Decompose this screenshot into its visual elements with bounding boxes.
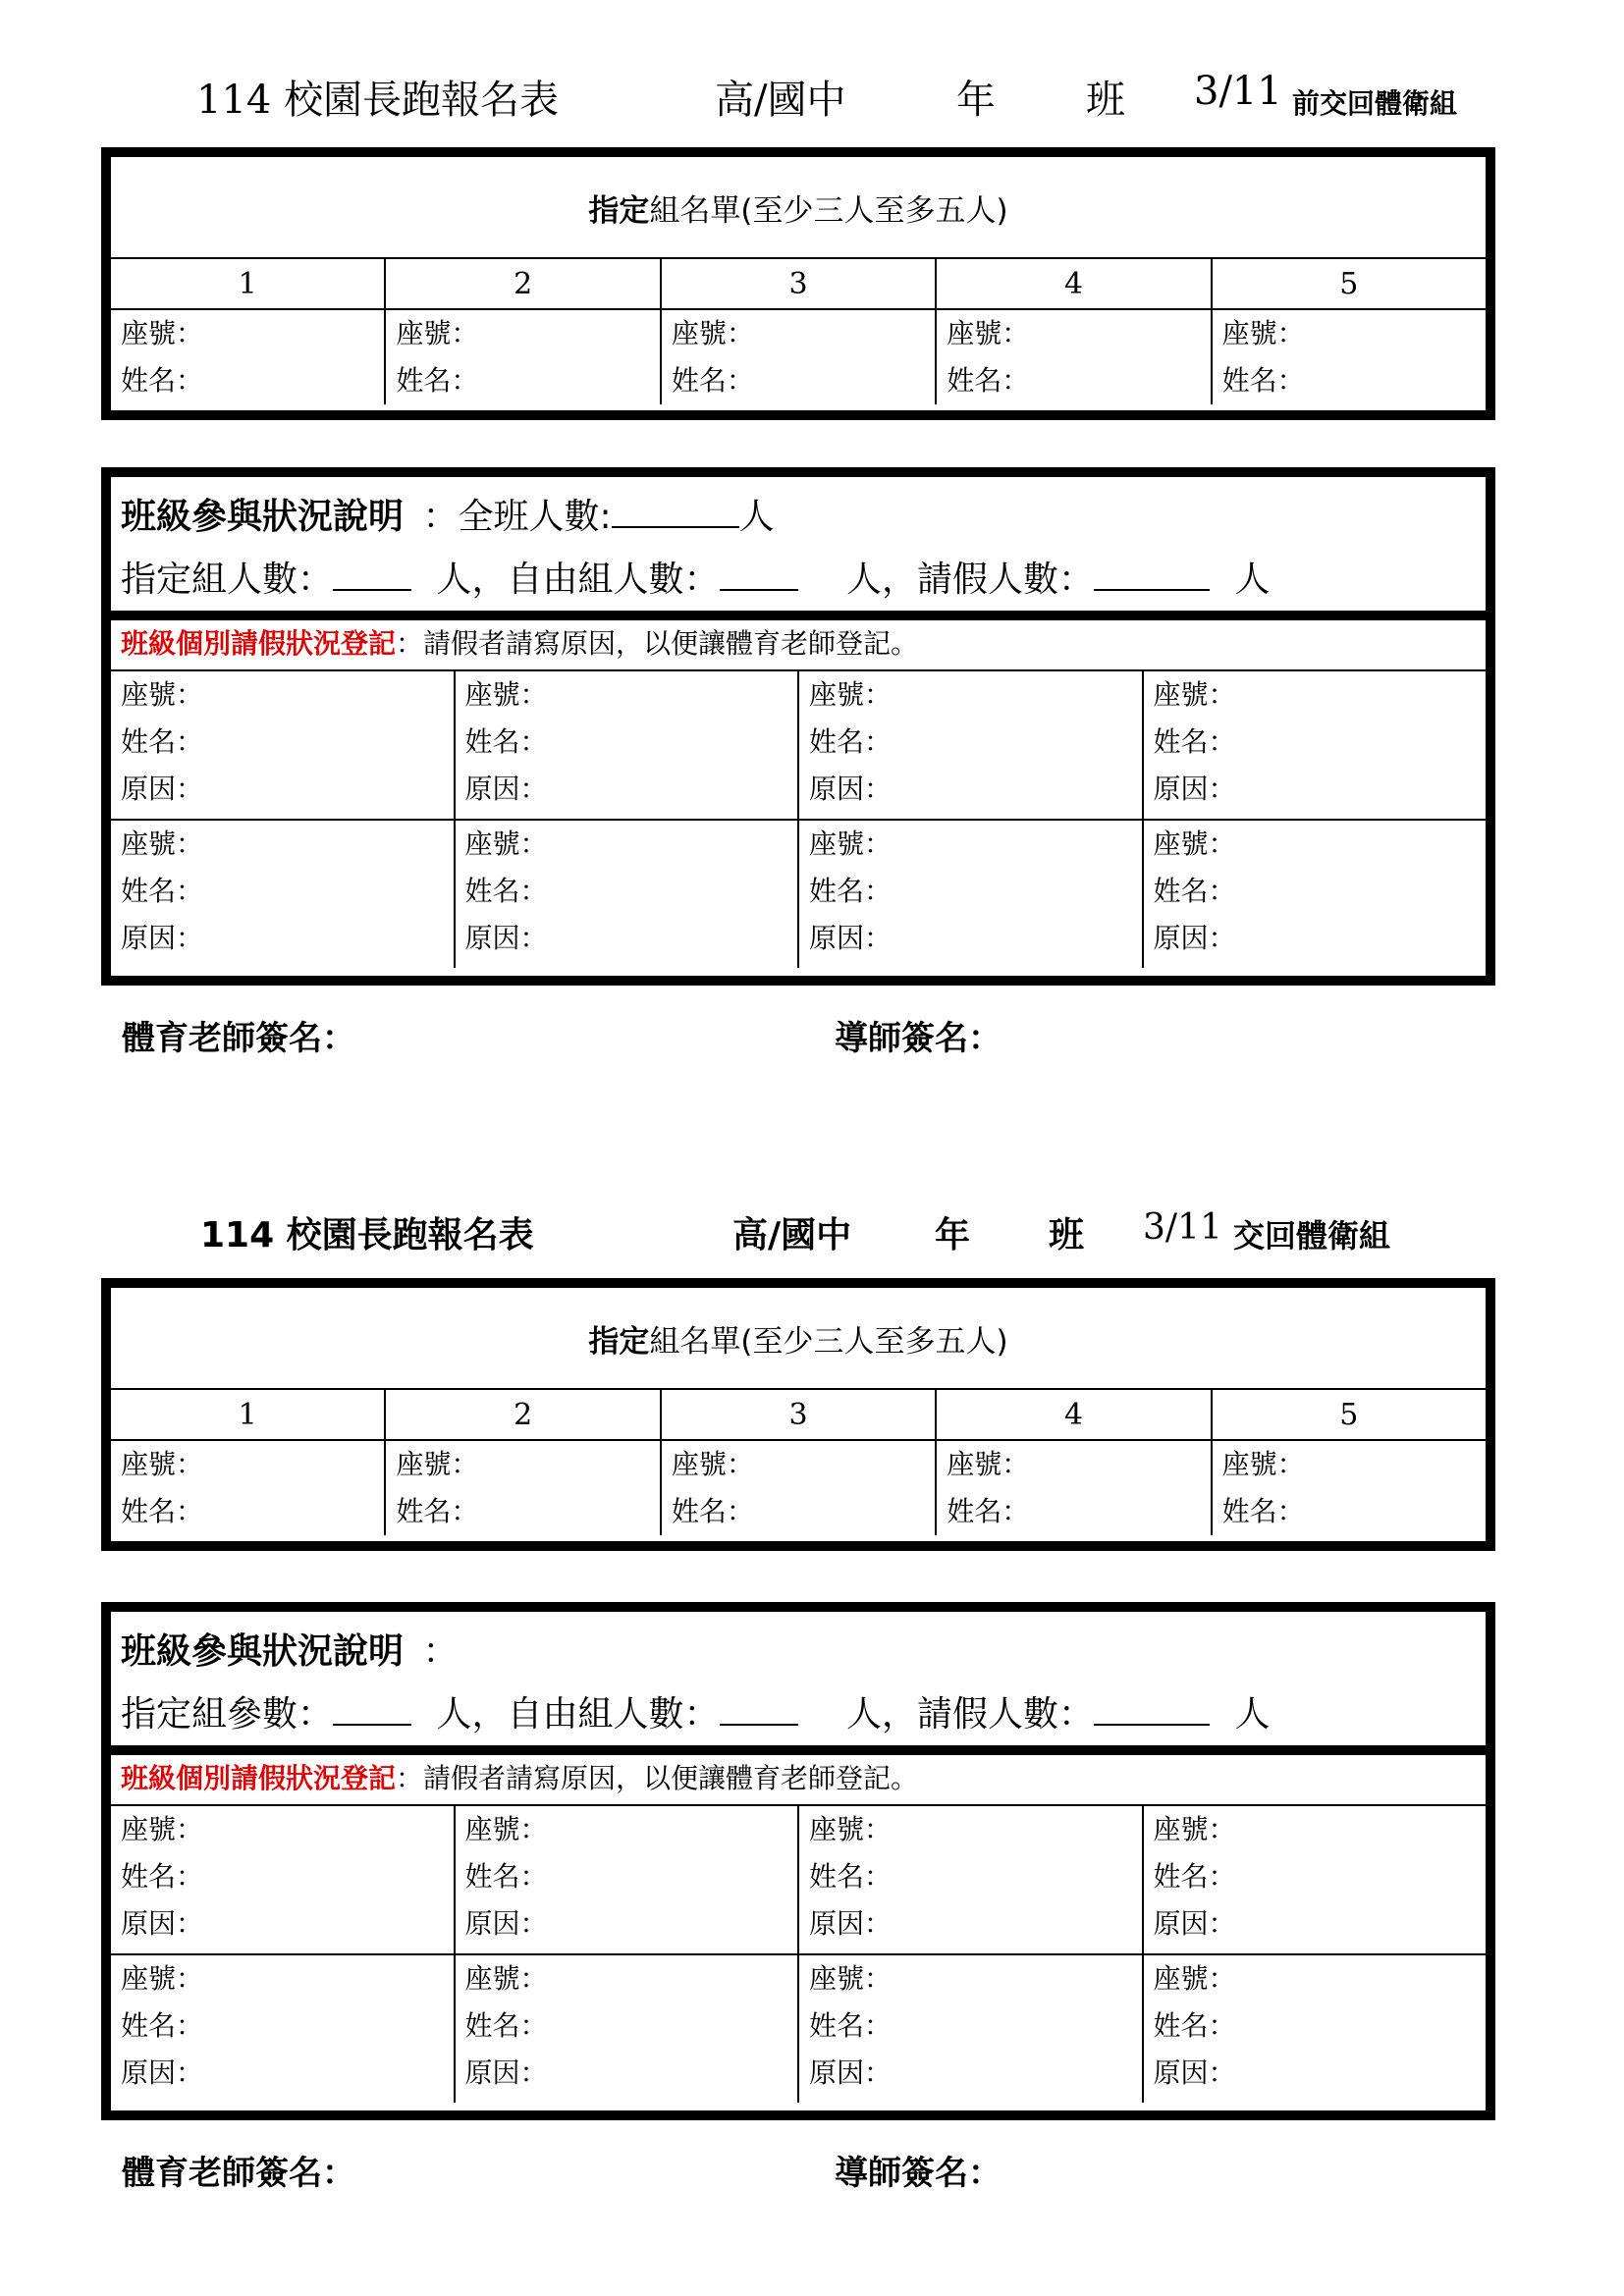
seat-label: 座號： <box>121 317 204 349</box>
participation-table <box>101 1602 1495 2120</box>
column-number: 2 <box>386 259 661 308</box>
seat-label: 座號： <box>121 678 204 711</box>
column-number: 4 <box>937 259 1212 308</box>
designated-count-label: 指定組人數： <box>121 560 334 600</box>
leave-cell[interactable] <box>456 1955 800 2103</box>
designated-caption: 指定 組名單(至少三人至多五人) <box>111 157 1486 259</box>
name-label: 姓名： <box>1153 1860 1236 1893</box>
seat-label: 座號： <box>464 1813 548 1845</box>
leave-cell[interactable] <box>799 671 1144 819</box>
name-label: 姓名： <box>121 725 204 758</box>
column-number: 5 <box>1339 1397 1359 1432</box>
name-label: 姓名： <box>121 364 204 397</box>
title-year: 年 <box>935 1215 971 1255</box>
reason-label: 原因： <box>464 1907 548 1940</box>
member-cell[interactable] <box>937 1441 1212 1535</box>
reason-label: 原因： <box>809 1907 893 1940</box>
seat-label: 座號： <box>809 678 893 711</box>
seat-label: 座號： <box>947 317 1030 349</box>
title-class: 班 <box>1086 78 1125 123</box>
column-number: 5 <box>1339 266 1359 301</box>
member-cell[interactable] <box>1213 1441 1486 1535</box>
leave-note <box>111 1753 1486 1806</box>
member-cell[interactable] <box>111 310 386 404</box>
designated-count-blank[interactable] <box>333 589 411 591</box>
homeroom-signature[interactable]: 導師簽名： <box>835 1019 1001 1058</box>
column-number: 3 <box>662 259 937 308</box>
summary-line-2: 指定組參數： 人，自由組人數： 人，請假人數： 人 <box>121 1694 1271 1735</box>
column-number: 3 <box>662 1390 937 1439</box>
name-label: 姓名： <box>947 1495 1030 1527</box>
reason-label: 原因： <box>464 773 548 805</box>
member-cell[interactable] <box>662 310 937 404</box>
member-cell[interactable] <box>111 1441 386 1535</box>
name-label: 姓名： <box>396 1495 479 1527</box>
leave-cell[interactable] <box>111 1955 456 2103</box>
title-main: 114 校園長跑報名表 <box>200 1215 534 1255</box>
name-label: 姓名： <box>121 1495 204 1527</box>
name-label: 姓名： <box>121 2009 204 2042</box>
free-count-blank[interactable] <box>720 589 798 591</box>
reason-label: 原因： <box>809 922 893 954</box>
seat-label: 座號： <box>464 1962 548 1995</box>
reason-label: 原因： <box>121 773 204 805</box>
leave-red-label: 班級個別請假狀況登記 <box>121 627 397 660</box>
leave-cell[interactable] <box>111 821 456 968</box>
seat-label: 座號： <box>464 678 548 711</box>
leave-cell[interactable] <box>111 671 456 819</box>
free-count-blank[interactable] <box>720 1724 798 1726</box>
title-year: 年 <box>956 78 996 123</box>
name-label: 姓名： <box>809 725 893 758</box>
leave-cell[interactable] <box>799 821 1144 968</box>
name-label: 姓名： <box>671 364 754 397</box>
name-label: 姓名： <box>1153 725 1236 758</box>
name-label: 姓名： <box>464 2009 548 2042</box>
designated-group-table <box>101 1278 1495 1551</box>
name-label: 姓名： <box>1221 364 1305 397</box>
leave-cell[interactable] <box>1144 1955 1487 2103</box>
summary-line-2: 指定組人數： 人，自由組人數： 人，請假人數： 人 <box>121 560 1271 600</box>
leave-cell[interactable] <box>1144 821 1487 968</box>
column-number: 1 <box>111 259 386 308</box>
free-count-label: ，自由組人數： <box>471 560 720 600</box>
seat-label: 座號： <box>1153 1813 1236 1845</box>
pe-teacher-signature[interactable]: 體育老師簽名： <box>122 1019 355 1058</box>
member-cell[interactable] <box>386 310 661 404</box>
form-title <box>0 69 1624 147</box>
reason-label: 原因： <box>809 2056 893 2089</box>
leave-row <box>111 1955 1486 2103</box>
name-label: 姓名： <box>1153 2009 1236 2042</box>
title-class: 班 <box>1049 1215 1085 1255</box>
leave-cell[interactable] <box>456 671 800 819</box>
title-deadline-note: 前交回體衛組 <box>1292 87 1458 120</box>
leave-row <box>111 1806 1486 1955</box>
reason-label: 原因： <box>809 773 893 805</box>
leave-instruction: ：請假者請寫原因，以便讓體育老師登記。 <box>396 627 919 660</box>
seat-label: 座號： <box>121 1448 204 1480</box>
seat-label: 座號： <box>809 828 893 860</box>
leave-count-blank[interactable] <box>1094 589 1210 591</box>
seat-label: 座號： <box>671 317 754 349</box>
participation-summary <box>111 477 1486 618</box>
seat-label: 座號： <box>396 317 479 349</box>
summary-line-1: 班級參與狀況說明 ：全班人數: 人 <box>121 497 775 537</box>
leave-row <box>111 821 1486 968</box>
member-cell[interactable] <box>1213 310 1486 404</box>
column-number: 4 <box>937 1390 1212 1439</box>
title-deadline-note: 交回體衛組 <box>1233 1217 1391 1255</box>
name-label: 姓名： <box>464 725 548 758</box>
seat-label: 座號： <box>396 1448 479 1480</box>
seat-label: 座號： <box>464 828 548 860</box>
seat-label: 座號： <box>671 1448 754 1480</box>
designated-caption: 指定 組名單(至少三人至多五人) <box>111 1288 1486 1390</box>
leave-cell[interactable] <box>799 1955 1144 2103</box>
designated-count-blank[interactable] <box>333 1724 411 1726</box>
seat-label: 座號： <box>809 1813 893 1845</box>
seat-label: 座號： <box>121 1962 204 1995</box>
leave-cell[interactable] <box>456 1806 800 1953</box>
reason-label: 原因： <box>1153 1907 1236 1940</box>
seat-label: 座號： <box>1153 1962 1236 1995</box>
name-label: 姓名： <box>464 875 548 907</box>
seat-label: 座號： <box>121 828 204 860</box>
form-1 <box>0 0 1624 1129</box>
leave-cell[interactable] <box>456 821 800 968</box>
name-label: 姓名： <box>1153 875 1236 907</box>
seat-label: 座號： <box>947 1448 1030 1480</box>
name-label: 姓名： <box>464 1860 548 1893</box>
reason-label: 原因： <box>1153 922 1236 954</box>
member-cell[interactable] <box>386 1441 661 1535</box>
seat-label: 座號： <box>1221 317 1305 349</box>
name-label: 姓名： <box>121 875 204 907</box>
seat-label: 座號： <box>121 1813 204 1845</box>
leave-cell[interactable] <box>799 1806 1144 1953</box>
column-number-row <box>111 1390 1486 1441</box>
seat-label: 座號： <box>1221 1448 1305 1480</box>
participation-table <box>101 467 1495 986</box>
form-title <box>0 1207 1624 1286</box>
reason-label: 原因： <box>121 1907 204 1940</box>
summary-line-1: 班級參與狀況說明 ： <box>121 1631 459 1672</box>
leave-count-label: ，請假人數： <box>881 1694 1094 1735</box>
seat-label: 座號： <box>809 1962 893 1995</box>
member-cell[interactable] <box>937 310 1212 404</box>
title-main: 114 校園長跑報名表 <box>196 78 560 123</box>
form-2 <box>0 1131 1624 2296</box>
reason-label: 原因： <box>121 922 204 954</box>
name-label: 姓名： <box>396 364 479 397</box>
column-number: 2 <box>386 1390 661 1439</box>
reason-label: 原因： <box>464 922 548 954</box>
seat-label: 座號： <box>1153 828 1236 860</box>
leave-cell[interactable] <box>1144 1806 1487 1953</box>
name-label: 姓名： <box>121 1860 204 1893</box>
leave-count-label: ，請假人數： <box>881 560 1094 600</box>
title-level: 高/國中 <box>715 78 846 123</box>
name-label: 姓名： <box>809 2009 893 2042</box>
leave-row <box>111 671 1486 821</box>
name-label: 姓名： <box>671 1495 754 1527</box>
pe-teacher-signature[interactable]: 體育老師簽名： <box>122 2154 355 2193</box>
summary-heading: 班級參與狀況說明 <box>121 1631 405 1672</box>
leave-cell[interactable] <box>1144 671 1487 819</box>
title-deadline: 3/11 <box>1143 1207 1222 1248</box>
reason-label: 原因： <box>121 2056 204 2089</box>
reason-label: 原因： <box>1153 773 1236 805</box>
name-label: 姓名： <box>809 1860 893 1893</box>
name-label: 姓名： <box>1221 1495 1305 1527</box>
name-label: 姓名： <box>809 875 893 907</box>
free-count-label: ，自由組人數： <box>471 1694 720 1735</box>
member-field-row <box>111 1441 1486 1535</box>
column-number: 1 <box>111 1390 386 1439</box>
homeroom-signature[interactable]: 導師簽名： <box>835 2154 1001 2193</box>
leave-instruction: ：請假者請寫原因，以便讓體育老師登記。 <box>396 1762 919 1794</box>
summary-heading: 班級參與狀況說明 <box>121 497 405 537</box>
reason-label: 原因： <box>1153 2056 1236 2089</box>
member-field-row <box>111 310 1486 404</box>
seat-label: 座號： <box>1153 678 1236 711</box>
designated-group-table <box>101 147 1495 420</box>
leave-count-blank[interactable] <box>1094 1724 1210 1726</box>
title-level: 高/國中 <box>732 1215 852 1255</box>
member-cell[interactable] <box>662 1441 937 1535</box>
designated-count-label: 指定組參數： <box>121 1694 334 1735</box>
leave-red-label: 班級個別請假狀況登記 <box>121 1762 397 1794</box>
total-blank[interactable] <box>612 526 739 528</box>
leave-note <box>111 618 1486 671</box>
participation-summary <box>111 1612 1486 1753</box>
total-label: 全班人數: <box>458 497 612 537</box>
title-deadline: 3/11 <box>1194 69 1282 114</box>
name-label: 姓名： <box>947 364 1030 397</box>
reason-label: 原因： <box>464 2056 548 2089</box>
leave-cell[interactable] <box>111 1806 456 1953</box>
column-number-row <box>111 259 1486 310</box>
